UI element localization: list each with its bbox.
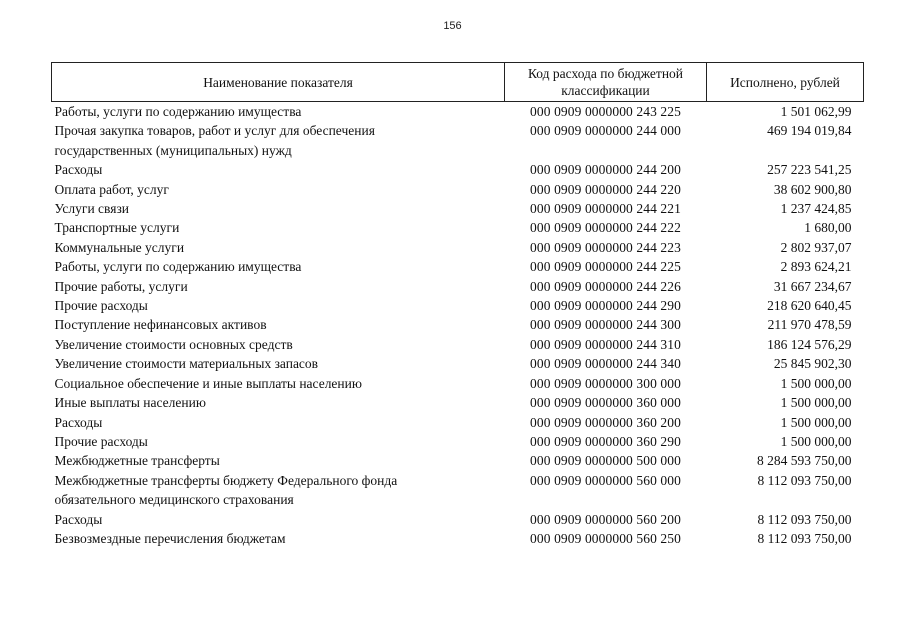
row-amount: 38 602 900,80 (773, 181, 852, 197)
table-row (52, 257, 864, 276)
row-code: 000 0909 0000000 244 340 (530, 356, 681, 372)
row-name: Прочая закупка товаров, работ и услуг для обеспечения государственных (муниципальных) нужд (54, 123, 375, 158)
row-name: Безвозмездные перечисления бюджетам (54, 530, 286, 546)
row-amount: 8 112 093 750,00 (757, 511, 852, 527)
table-row (52, 413, 864, 432)
row-name: Транспортные услуги (54, 220, 180, 236)
row-code: 000 0909 0000000 300 000 (530, 375, 681, 391)
row-amount: 1 500 000,00 (780, 395, 852, 411)
table-row (52, 277, 864, 296)
row-amount: 1 680,00 (804, 220, 852, 236)
table-row (52, 335, 864, 354)
row-code: 000 0909 0000000 244 000 (530, 123, 681, 139)
row-amount: 1 500 000,00 (780, 433, 852, 449)
row-amount: 8 284 593 750,00 (757, 453, 852, 469)
row-amount: 257 223 541,25 (767, 162, 852, 178)
row-name: Работы, услуги по содержанию имущества (54, 259, 302, 275)
row-amount: 469 194 019,84 (767, 123, 852, 139)
row-amount: 2 802 937,07 (780, 239, 852, 255)
table-row (52, 102, 864, 122)
table-row (52, 315, 864, 334)
row-name: Коммунальные услуги (54, 239, 185, 255)
row-amount: 218 620 640,45 (767, 298, 852, 314)
header-name: Наименование показателя (52, 63, 505, 102)
expenditure-table (51, 62, 864, 548)
row-amount: 25 845 902,30 (773, 356, 852, 372)
table-row (52, 374, 864, 393)
row-amount: 31 667 234,67 (773, 278, 852, 294)
row-amount: 1 501 062,99 (780, 104, 852, 119)
table-row (52, 296, 864, 315)
row-amount: 1 500 000,00 (780, 375, 852, 391)
header-code: Код расхода по бюджетной классификации (505, 63, 707, 102)
table-row (52, 354, 864, 373)
row-code: 000 0909 0000000 244 200 (530, 162, 681, 178)
row-name: Расходы (54, 511, 103, 527)
table-header (52, 63, 864, 102)
row-code: 000 0909 0000000 500 000 (530, 453, 681, 469)
row-code: 000 0909 0000000 244 310 (530, 336, 681, 352)
table-row (52, 471, 864, 510)
row-name: Межбюджетные трансферты бюджету Федерального фонда обязательного медицинского страхования (54, 472, 398, 508)
row-amount: 8 112 093 750,00 (757, 472, 852, 488)
row-name: Социальное обеспечение и иные выплаты населению (54, 375, 362, 391)
row-code: 000 0909 0000000 560 250 (530, 530, 681, 546)
row-code: 000 0909 0000000 560 200 (530, 511, 681, 527)
row-code: 000 0909 0000000 244 222 (530, 220, 681, 236)
row-code: 000 0909 0000000 560 000 (530, 472, 681, 488)
table-row (52, 218, 864, 237)
table-row (52, 180, 864, 199)
row-name: Услуги связи (54, 201, 130, 217)
row-code: 000 0909 0000000 244 225 (530, 259, 681, 275)
row-name: Работы, услуги по содержанию имущества (54, 104, 302, 119)
row-code: 000 0909 0000000 244 220 (530, 181, 681, 197)
row-code: 000 0909 0000000 244 223 (530, 239, 681, 255)
row-code: 000 0909 0000000 360 290 (530, 433, 681, 449)
page-number: 156 (443, 20, 462, 32)
row-name: Иные выплаты населению (54, 395, 206, 411)
row-code: 000 0909 0000000 360 000 (530, 395, 681, 411)
row-code: 000 0909 0000000 244 226 (530, 278, 681, 294)
row-name: Увеличение стоимости материальных запасов (54, 356, 319, 372)
row-name: Поступление нефинансовых активов (54, 317, 267, 333)
row-amount: 8 112 093 750,00 (757, 530, 852, 546)
table-row (52, 510, 864, 529)
row-amount: 211 970 478,59 (767, 317, 852, 333)
row-name: Увеличение стоимости основных средств (54, 336, 293, 352)
row-code: 000 0909 0000000 244 300 (530, 317, 681, 333)
header-amount: Исполнено, рублей (707, 63, 864, 102)
row-amount: 186 124 576,29 (767, 336, 852, 352)
row-name: Прочие расходы (54, 433, 148, 449)
table-row (52, 529, 864, 548)
table-row (52, 451, 864, 470)
row-code: 000 0909 0000000 243 225 (530, 104, 681, 119)
table-row (52, 160, 864, 179)
table-body (52, 102, 864, 549)
table-row (52, 238, 864, 257)
row-name: Расходы (54, 162, 103, 178)
table-row (52, 199, 864, 218)
row-name: Межбюджетные трансферты (54, 453, 220, 469)
row-name: Оплата работ, услуг (54, 181, 169, 197)
table-row (52, 432, 864, 451)
row-name: Прочие работы, услуги (54, 278, 188, 294)
row-name: Расходы (54, 414, 103, 430)
row-code: 000 0909 0000000 360 200 (530, 414, 681, 430)
row-code: 000 0909 0000000 244 290 (530, 298, 681, 314)
row-amount: 1 237 424,85 (780, 201, 852, 217)
row-amount: 1 500 000,00 (780, 414, 852, 430)
table-row (52, 121, 864, 160)
row-code: 000 0909 0000000 244 221 (530, 201, 681, 217)
table-row (52, 393, 864, 412)
row-name: Прочие расходы (54, 298, 148, 314)
row-amount: 2 893 624,21 (780, 259, 852, 275)
